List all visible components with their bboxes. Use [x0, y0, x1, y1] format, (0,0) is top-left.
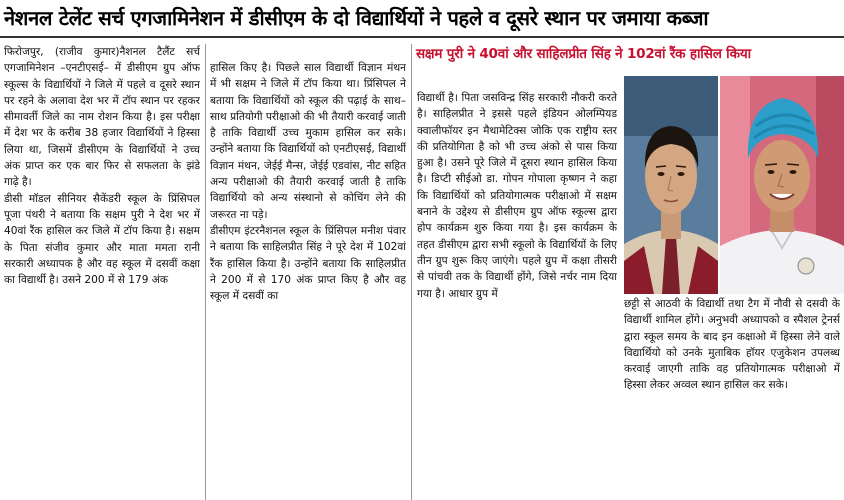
headline: नेशनल टेलेंट सर्च एगजामिनेशन में डीसीएम के दो विद्यार्थियों ने पहले व दूसरे स्थान पर जमाया कब्जा	[4, 6, 709, 30]
subheadline: सक्षम पुरी ने 40वां और साहिलप्रीत सिंह ने 102वां रैंक हासिल किया	[416, 46, 751, 62]
student-portrait-2	[720, 76, 844, 294]
article-column-3	[417, 90, 617, 500]
article-column-1	[4, 44, 200, 500]
col2-para-1: हासिल किए है। पिछले साल विद्यार्थी विज्ञान मंथन में भी सक्षम ने जिले में टॉप किया था। प्रिंसिपल ने बताया कि विद्यार्थियों को स्कूल की पढ़ाई के साथ–साथ प्रतियोगी परीक्षाओ की भी तैयारी करवाई जाती है ताकि विद्यार्थी उच्च मुकाम हासिल कर सके। उन्होंने बताया कि विद्यार्थियों को एनटीएसई, विद्यार्थी विज्ञान मंथन, जेईई मैन्स, जेईई एडवांस, नीट सहित अन्य परीक्षाओ की तैयारी करवाई जाती है ताकि विद्यार्थियो को अन्य संस्थानो से कोचिंग लेने की जरूरत ना पड़े।	[210, 62, 406, 221]
article-column-4	[624, 296, 840, 500]
col4-para-1: छट्टी से आठवी के विद्यार्थी तथा टैग में नौवी से दसवी के विद्यार्थी शामिल होंगे। अनुभवी अध्यापको व स्पैशल ट्रेनर्स द्वारा स्कूल समय के बाद इन कक्षाओ में हिस्सा लेने वाले विद्यार्थियो को उनके मुताबिक हॉयर एजुकेशन उपलब्ध करवाई जाएगी ताकि वह प्रतियोगात्मक परीक्षाओ में हिस्सा लेकर अव्वल स्थान हासिल कर सके।	[624, 298, 840, 392]
student-photo-saksham	[624, 76, 718, 294]
col1-para-2: डीसी मॉडल सीनियर सैकेंडरी स्कूल के प्रिंसिपल पूजा पंथरी ने बताया कि सक्षम पुरी ने देश भर में 40वां रैंक हासिल कर जिले में टॉप किया है। सक्षम के पिता संजीव कुमार और माता ममता रानी सरकारी अध्यापक है और वह स्कूल में दसवीं कक्षा का विद्यार्थी है। उसने 200 में से 179 अंक	[4, 192, 200, 287]
column-divider	[205, 44, 206, 500]
col3-para-1: विद्यार्थी है। पिता जसविन्द्र सिंह सरकारी नौकरी करते है। साहिलप्रीत ने इससे पहले इंडियन ओलम्पियड क्वालीफॉयर इन मैथामेटिक्स जोकि एक राष्ट्रीय स्तर की प्रतियोगिता है को भी उच्च अंको से पास किया हुआ है। उसने पूरे जिले में दूसरा स्थान हासिल किया है। डिप्टी सीईओ डा. गोपन गोपाला कृष्णन ने कहा कि विद्यार्थियों को प्रतियोगात्मक परीक्षाओ में सक्षम बनाने के उद्देश्य से डीसीएम ग्रुप ऑफ स्कूल्स द्वारा होप कार्यक्रम शुरु किया गया है। इस कार्यक्रम के तहत डीसीएम द्वारा सभी स्कूलो के विद्यार्थियों के लिए तीन ग्रुप शुरू किए जाएंगे। पहले ग्रुप में कक्षा तीसरी से पांचवी तक के विद्यार्थी होंगे, जिसे नर्चर नाम दिया गया है। आधार ग्रुप में	[417, 92, 617, 300]
col2-para-2: डीसीएम इंटरनैशनल स्कूल के प्रिंसिपल मनीश पंवार ने बताया कि साहिलप्रीत सिंह ने पूरे देश में 102वां रैंक हासिल किया है। उन्होंने बताया कि साहिलप्रीत ने 200 में से 170 अंक प्राप्त किए है और वह स्कूल में दसवीं का	[210, 224, 406, 303]
student-photo-sahilpreet	[720, 76, 844, 294]
column-divider	[411, 44, 412, 500]
article-column-2	[210, 60, 406, 500]
student-portrait-1	[624, 76, 718, 294]
headline-rule	[0, 36, 844, 38]
col1-para-1: फिरोजपुर, (राजीव कुमार)नैशनल टैलैंट सर्च एगजामिनेशन –एनटीएसई– में डीसीएम ग्रुप ऑफ स्कूल्स के विद्यार्थियों ने जिले में पहले व दूसरे स्थान पर रहने के अलावा देश भर में टॉप स्थान पर रहकर सीमावर्ती जिले का नाम रोशन किया है। इस परीक्षा में देश भर के करीब 38 हजार विद्यार्थियों ने हिस्सा लिया था, जिसमें डीसीएम के विद्यार्थियों ने उच्च अंक प्राप्त कर एक बार फिर से सफलता के झंडे गाढ़े है।	[4, 46, 200, 189]
